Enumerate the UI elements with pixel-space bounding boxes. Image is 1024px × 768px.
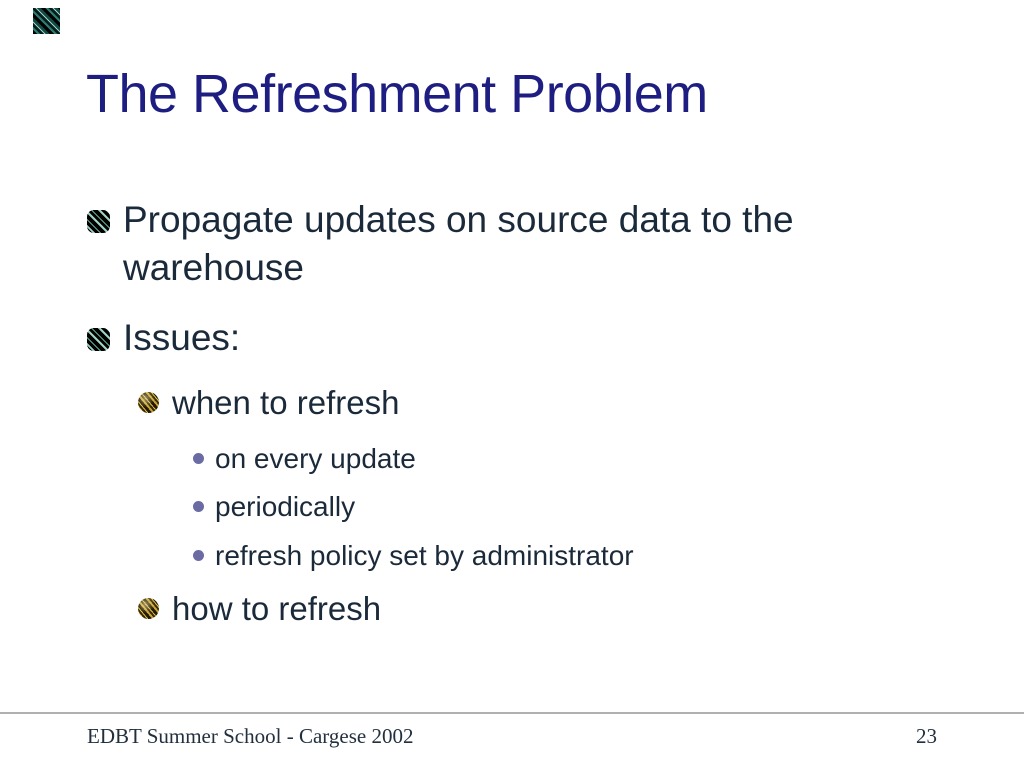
bullet-item-level2 [138,382,399,424]
dot-bullet-icon [193,550,204,561]
bullet-item-text: on every update [215,443,416,474]
bullet-item-level2 [138,588,381,630]
striped-square-bullet-icon [87,210,110,233]
gold-swirl-bullet-icon [138,598,159,619]
gold-swirl-bullet-icon [138,392,159,413]
slide-title: The Refreshment Problem [86,64,708,124]
bullet-item-text: when to refresh [172,384,400,421]
bullet-item-level3 [193,538,634,574]
dot-bullet-icon [193,501,204,512]
bullet-item-text: how to refresh [172,590,382,627]
bullet-item-level3 [193,441,416,477]
dot-bullet-icon [193,453,204,464]
bullet-item-text: periodically [215,491,356,522]
page-number: 23 [916,724,937,748]
bullet-item-level3 [193,489,355,525]
bullet-item-text: Issues: [123,317,241,358]
footer-divider-line [0,712,1024,714]
bullet-item-text: refresh policy set by administrator [215,540,634,571]
bullet-item-level1 [87,196,833,292]
bullet-item-text: Propagate updates on source data to the warehouse [123,199,794,288]
bullet-item-level1 [87,314,240,362]
footer-text: EDBT Summer School - Cargese 2002 [87,724,414,748]
corner-texture-decoration [33,8,60,34]
striped-square-bullet-icon [87,328,110,351]
